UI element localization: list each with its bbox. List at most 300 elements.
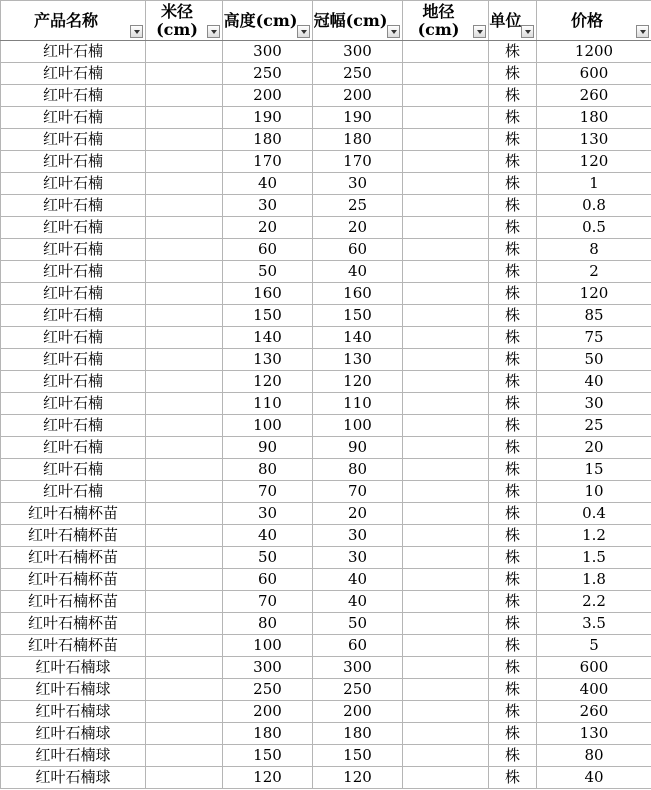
cell-crown-width[interactable]: 120 — [313, 371, 403, 393]
cell-height[interactable]: 40 — [223, 525, 313, 547]
cell-unit[interactable]: 株 — [489, 283, 537, 305]
cell-crown-width[interactable]: 200 — [313, 85, 403, 107]
cell-crown-width[interactable]: 90 — [313, 437, 403, 459]
cell-ground-diameter[interactable] — [403, 767, 489, 789]
cell-product-name[interactable]: 红叶石楠 — [1, 107, 146, 129]
table-row — [1, 107, 651, 129]
column-header-label: 高度(cm) — [223, 10, 298, 30]
cell-rice-diameter[interactable] — [146, 679, 223, 701]
cell-unit[interactable]: 株 — [489, 767, 537, 789]
cell-product-name[interactable]: 红叶石楠 — [1, 305, 146, 327]
cell-rice-diameter[interactable] — [146, 151, 223, 173]
cell-product-name[interactable]: 红叶石楠 — [1, 459, 146, 481]
cell-rice-diameter[interactable] — [146, 305, 223, 327]
cell-ground-diameter[interactable] — [403, 613, 489, 635]
cell-height[interactable]: 30 — [223, 503, 313, 525]
cell-product-name[interactable]: 红叶石楠球 — [1, 767, 146, 789]
cell-height[interactable]: 70 — [223, 481, 313, 503]
cell-height[interactable]: 120 — [223, 767, 313, 789]
cell-crown-width[interactable]: 190 — [313, 107, 403, 129]
chevron-down-icon — [640, 30, 646, 34]
cell-price[interactable]: 30 — [537, 393, 651, 415]
cell-ground-diameter[interactable] — [403, 591, 489, 613]
cell-product-name[interactable]: 红叶石楠杯苗 — [1, 613, 146, 635]
cell-price[interactable]: 20 — [537, 437, 651, 459]
cell-ground-diameter[interactable] — [403, 107, 489, 129]
cell-product-name[interactable]: 红叶石楠 — [1, 85, 146, 107]
filter-dropdown-button[interactable] — [521, 25, 534, 38]
cell-crown-width[interactable]: 80 — [313, 459, 403, 481]
column-header-unit[interactable] — [489, 1, 537, 41]
column-header-price[interactable] — [537, 1, 651, 41]
table-row — [1, 767, 651, 789]
table-row — [1, 393, 651, 415]
cell-product-name[interactable]: 红叶石楠 — [1, 41, 146, 63]
cell-ground-diameter[interactable] — [403, 63, 489, 85]
cell-height[interactable]: 160 — [223, 283, 313, 305]
filter-dropdown-button[interactable] — [297, 25, 310, 38]
cell-rice-diameter[interactable] — [146, 349, 223, 371]
cell-price[interactable]: 25 — [537, 415, 651, 437]
cell-product-name[interactable]: 红叶石楠球 — [1, 701, 146, 723]
header-row — [1, 1, 651, 41]
table-row — [1, 547, 651, 569]
cell-rice-diameter[interactable] — [146, 481, 223, 503]
cell-rice-diameter[interactable] — [146, 525, 223, 547]
cell-crown-width[interactable]: 70 — [313, 481, 403, 503]
cell-height[interactable]: 170 — [223, 151, 313, 173]
cell-height[interactable]: 300 — [223, 41, 313, 63]
cell-ground-diameter[interactable] — [403, 305, 489, 327]
cell-price[interactable]: 260 — [537, 701, 651, 723]
cell-product-name[interactable]: 红叶石楠 — [1, 63, 146, 85]
table-row — [1, 657, 651, 679]
cell-height[interactable]: 180 — [223, 723, 313, 745]
cell-rice-diameter[interactable] — [146, 41, 223, 63]
cell-ground-diameter[interactable] — [403, 635, 489, 657]
cell-price[interactable]: 260 — [537, 85, 651, 107]
column-header-height[interactable] — [223, 1, 313, 41]
cell-product-name[interactable]: 红叶石楠 — [1, 217, 146, 239]
cell-price[interactable]: 1.2 — [537, 525, 651, 547]
cell-crown-width[interactable]: 40 — [313, 261, 403, 283]
cell-price[interactable]: 600 — [537, 657, 651, 679]
column-header-label: (cm) — [417, 19, 460, 39]
table-row — [1, 283, 651, 305]
cell-ground-diameter[interactable] — [403, 283, 489, 305]
cell-unit[interactable]: 株 — [489, 723, 537, 745]
chevron-down-icon — [211, 30, 217, 34]
cell-product-name[interactable]: 红叶石楠杯苗 — [1, 635, 146, 657]
cell-crown-width[interactable]: 140 — [313, 327, 403, 349]
filter-dropdown-button[interactable] — [387, 25, 400, 38]
cell-ground-diameter[interactable] — [403, 371, 489, 393]
cell-ground-diameter[interactable] — [403, 239, 489, 261]
cell-price[interactable]: 8 — [537, 239, 651, 261]
cell-height[interactable]: 110 — [223, 393, 313, 415]
cell-height[interactable]: 190 — [223, 107, 313, 129]
cell-crown-width[interactable]: 110 — [313, 393, 403, 415]
cell-ground-diameter[interactable] — [403, 569, 489, 591]
cell-rice-diameter[interactable] — [146, 591, 223, 613]
table-row — [1, 723, 651, 745]
cell-crown-width[interactable]: 30 — [313, 525, 403, 547]
cell-price[interactable]: 0.5 — [537, 217, 651, 239]
cell-unit[interactable]: 株 — [489, 41, 537, 63]
cell-product-name[interactable]: 红叶石楠 — [1, 151, 146, 173]
cell-product-name[interactable]: 红叶石楠球 — [1, 745, 146, 767]
cell-height[interactable]: 20 — [223, 217, 313, 239]
cell-height[interactable]: 150 — [223, 305, 313, 327]
cell-price[interactable]: 130 — [537, 129, 651, 151]
cell-unit[interactable]: 株 — [489, 591, 537, 613]
cell-price[interactable]: 120 — [537, 283, 651, 305]
cell-product-name[interactable]: 红叶石楠 — [1, 129, 146, 151]
cell-unit[interactable]: 株 — [489, 525, 537, 547]
cell-height[interactable]: 60 — [223, 569, 313, 591]
cell-unit[interactable]: 株 — [489, 481, 537, 503]
table-row — [1, 525, 651, 547]
cell-height[interactable]: 130 — [223, 349, 313, 371]
cell-rice-diameter[interactable] — [146, 415, 223, 437]
cell-product-name[interactable]: 红叶石楠 — [1, 349, 146, 371]
cell-height[interactable]: 70 — [223, 591, 313, 613]
cell-unit[interactable]: 株 — [489, 63, 537, 85]
cell-height[interactable]: 200 — [223, 701, 313, 723]
cell-product-name[interactable]: 红叶石楠球 — [1, 723, 146, 745]
cell-crown-width[interactable]: 180 — [313, 129, 403, 151]
cell-rice-diameter[interactable] — [146, 459, 223, 481]
cell-product-name[interactable]: 红叶石楠杯苗 — [1, 503, 146, 525]
cell-product-name[interactable]: 红叶石楠 — [1, 481, 146, 503]
cell-crown-width[interactable]: 100 — [313, 415, 403, 437]
cell-unit[interactable]: 株 — [489, 701, 537, 723]
cell-crown-width[interactable]: 170 — [313, 151, 403, 173]
cell-unit[interactable]: 株 — [489, 371, 537, 393]
cell-rice-diameter[interactable] — [146, 217, 223, 239]
cell-crown-width[interactable]: 60 — [313, 635, 403, 657]
cell-unit[interactable]: 株 — [489, 569, 537, 591]
cell-product-name[interactable]: 红叶石楠杯苗 — [1, 547, 146, 569]
cell-crown-width[interactable]: 30 — [313, 547, 403, 569]
cell-unit[interactable]: 株 — [489, 679, 537, 701]
cell-height[interactable]: 90 — [223, 437, 313, 459]
cell-unit[interactable]: 株 — [489, 547, 537, 569]
table-row — [1, 151, 651, 173]
cell-unit[interactable]: 株 — [489, 327, 537, 349]
cell-product-name[interactable]: 红叶石楠杯苗 — [1, 569, 146, 591]
cell-price[interactable]: 40 — [537, 767, 651, 789]
cell-ground-diameter[interactable] — [403, 129, 489, 151]
cell-price[interactable]: 130 — [537, 723, 651, 745]
cell-unit[interactable]: 株 — [489, 635, 537, 657]
cell-ground-diameter[interactable] — [403, 217, 489, 239]
cell-unit[interactable]: 株 — [489, 415, 537, 437]
cell-rice-diameter[interactable] — [146, 371, 223, 393]
cell-crown-width[interactable]: 40 — [313, 591, 403, 613]
cell-price[interactable]: 85 — [537, 305, 651, 327]
cell-height[interactable]: 60 — [223, 239, 313, 261]
filter-dropdown-button[interactable] — [130, 25, 143, 38]
cell-ground-diameter[interactable] — [403, 723, 489, 745]
table-row — [1, 129, 651, 151]
cell-price[interactable]: 180 — [537, 107, 651, 129]
cell-ground-diameter[interactable] — [403, 393, 489, 415]
cell-unit[interactable]: 株 — [489, 657, 537, 679]
cell-height[interactable]: 40 — [223, 173, 313, 195]
cell-product-name[interactable]: 红叶石楠 — [1, 393, 146, 415]
cell-price[interactable]: 1.8 — [537, 569, 651, 591]
cell-price[interactable]: 2.2 — [537, 591, 651, 613]
cell-product-name[interactable]: 红叶石楠 — [1, 261, 146, 283]
cell-ground-diameter[interactable] — [403, 195, 489, 217]
cell-price[interactable]: 10 — [537, 481, 651, 503]
cell-unit[interactable]: 株 — [489, 85, 537, 107]
cell-height[interactable]: 180 — [223, 129, 313, 151]
cell-unit[interactable]: 株 — [489, 745, 537, 767]
cell-height[interactable]: 250 — [223, 679, 313, 701]
table-row — [1, 217, 651, 239]
cell-product-name[interactable]: 红叶石楠杯苗 — [1, 525, 146, 547]
cell-unit[interactable]: 株 — [489, 217, 537, 239]
cell-price[interactable]: 400 — [537, 679, 651, 701]
table-row — [1, 63, 651, 85]
cell-rice-diameter[interactable] — [146, 635, 223, 657]
cell-crown-width[interactable]: 300 — [313, 41, 403, 63]
cell-height[interactable]: 80 — [223, 613, 313, 635]
cell-crown-width[interactable]: 30 — [313, 173, 403, 195]
table-row — [1, 701, 651, 723]
table-row — [1, 591, 651, 613]
cell-product-name[interactable]: 红叶石楠 — [1, 195, 146, 217]
cell-rice-diameter[interactable] — [146, 173, 223, 195]
cell-crown-width[interactable]: 200 — [313, 701, 403, 723]
cell-rice-diameter[interactable] — [146, 437, 223, 459]
column-header-label: 米径 — [160, 1, 193, 21]
filter-dropdown-button[interactable] — [207, 25, 220, 38]
cell-ground-diameter[interactable] — [403, 173, 489, 195]
column-header-ground-diameter[interactable] — [403, 1, 489, 41]
cell-price[interactable]: 600 — [537, 63, 651, 85]
column-header-label: 地径 — [422, 1, 455, 21]
cell-ground-diameter[interactable] — [403, 481, 489, 503]
chevron-down-icon — [134, 30, 140, 34]
cell-ground-diameter[interactable] — [403, 415, 489, 437]
cell-height[interactable]: 200 — [223, 85, 313, 107]
cell-rice-diameter[interactable] — [146, 701, 223, 723]
cell-rice-diameter[interactable] — [146, 195, 223, 217]
table-row — [1, 613, 651, 635]
cell-rice-diameter[interactable] — [146, 569, 223, 591]
cell-unit[interactable]: 株 — [489, 151, 537, 173]
cell-price[interactable]: 0.8 — [537, 195, 651, 217]
table-row — [1, 679, 651, 701]
table-row — [1, 459, 651, 481]
cell-crown-width[interactable]: 120 — [313, 767, 403, 789]
cell-ground-diameter[interactable] — [403, 547, 489, 569]
cell-crown-width[interactable]: 20 — [313, 503, 403, 525]
cell-height[interactable]: 250 — [223, 63, 313, 85]
cell-ground-diameter[interactable] — [403, 437, 489, 459]
cell-unit[interactable]: 株 — [489, 261, 537, 283]
column-header-crown-width[interactable] — [313, 1, 403, 41]
cell-price[interactable]: 5 — [537, 635, 651, 657]
cell-crown-width[interactable]: 20 — [313, 217, 403, 239]
cell-crown-width[interactable]: 130 — [313, 349, 403, 371]
table-row — [1, 437, 651, 459]
cell-height[interactable]: 150 — [223, 745, 313, 767]
cell-rice-diameter[interactable] — [146, 613, 223, 635]
cell-ground-diameter[interactable] — [403, 503, 489, 525]
cell-height[interactable]: 300 — [223, 657, 313, 679]
cell-height[interactable]: 50 — [223, 547, 313, 569]
cell-rice-diameter[interactable] — [146, 283, 223, 305]
cell-price[interactable]: 2 — [537, 261, 651, 283]
column-header-rice-diameter[interactable] — [146, 1, 223, 41]
cell-crown-width[interactable]: 180 — [313, 723, 403, 745]
cell-crown-width[interactable]: 150 — [313, 745, 403, 767]
table-row — [1, 305, 651, 327]
cell-ground-diameter[interactable] — [403, 261, 489, 283]
cell-rice-diameter[interactable] — [146, 239, 223, 261]
column-header-label: 单位 — [489, 10, 522, 30]
table-row — [1, 569, 651, 591]
cell-crown-width[interactable]: 25 — [313, 195, 403, 217]
cell-ground-diameter[interactable] — [403, 85, 489, 107]
column-header-label: 价格 — [570, 10, 603, 30]
cell-rice-diameter[interactable] — [146, 63, 223, 85]
table-body — [1, 41, 651, 789]
cell-ground-diameter[interactable] — [403, 679, 489, 701]
cell-crown-width[interactable]: 150 — [313, 305, 403, 327]
cell-rice-diameter[interactable] — [146, 393, 223, 415]
table-row — [1, 239, 651, 261]
cell-rice-diameter[interactable] — [146, 261, 223, 283]
cell-unit[interactable]: 株 — [489, 239, 537, 261]
cell-ground-diameter[interactable] — [403, 41, 489, 63]
column-header-product-name[interactable] — [1, 1, 146, 41]
chevron-down-icon — [525, 30, 531, 34]
cell-height[interactable]: 100 — [223, 415, 313, 437]
cell-ground-diameter[interactable] — [403, 349, 489, 371]
filter-dropdown-button[interactable] — [636, 25, 649, 38]
cell-height[interactable]: 140 — [223, 327, 313, 349]
cell-rice-diameter[interactable] — [146, 85, 223, 107]
cell-rice-diameter[interactable] — [146, 745, 223, 767]
cell-price[interactable]: 1200 — [537, 41, 651, 63]
cell-price[interactable]: 1 — [537, 173, 651, 195]
cell-product-name[interactable]: 红叶石楠 — [1, 415, 146, 437]
cell-unit[interactable]: 株 — [489, 195, 537, 217]
cell-price[interactable]: 40 — [537, 371, 651, 393]
cell-unit[interactable]: 株 — [489, 613, 537, 635]
cell-price[interactable]: 120 — [537, 151, 651, 173]
cell-crown-width[interactable]: 160 — [313, 283, 403, 305]
cell-unit[interactable]: 株 — [489, 349, 537, 371]
cell-price[interactable]: 50 — [537, 349, 651, 371]
cell-crown-width[interactable]: 40 — [313, 569, 403, 591]
cell-rice-diameter[interactable] — [146, 657, 223, 679]
table-row — [1, 635, 651, 657]
cell-ground-diameter[interactable] — [403, 701, 489, 723]
cell-unit[interactable]: 株 — [489, 129, 537, 151]
cell-unit[interactable]: 株 — [489, 173, 537, 195]
cell-unit[interactable]: 株 — [489, 393, 537, 415]
cell-crown-width[interactable]: 250 — [313, 63, 403, 85]
cell-ground-diameter[interactable] — [403, 151, 489, 173]
cell-price[interactable]: 75 — [537, 327, 651, 349]
cell-ground-diameter[interactable] — [403, 657, 489, 679]
cell-unit[interactable]: 株 — [489, 503, 537, 525]
cell-rice-diameter[interactable] — [146, 327, 223, 349]
cell-rice-diameter[interactable] — [146, 129, 223, 151]
cell-product-name[interactable]: 红叶石楠球 — [1, 657, 146, 679]
cell-unit[interactable]: 株 — [489, 437, 537, 459]
column-header-label: 冠幅(cm) — [313, 10, 388, 30]
cell-product-name[interactable]: 红叶石楠球 — [1, 679, 146, 701]
table-row — [1, 85, 651, 107]
table-row — [1, 173, 651, 195]
cell-height[interactable]: 100 — [223, 635, 313, 657]
cell-rice-diameter[interactable] — [146, 547, 223, 569]
cell-price[interactable]: 15 — [537, 459, 651, 481]
cell-ground-diameter[interactable] — [403, 459, 489, 481]
cell-price[interactable]: 3.5 — [537, 613, 651, 635]
cell-rice-diameter[interactable] — [146, 723, 223, 745]
cell-height[interactable]: 50 — [223, 261, 313, 283]
cell-product-name[interactable]: 红叶石楠 — [1, 327, 146, 349]
table-row — [1, 327, 651, 349]
chevron-down-icon — [391, 30, 397, 34]
cell-ground-diameter[interactable] — [403, 327, 489, 349]
filter-dropdown-button[interactable] — [473, 25, 486, 38]
cell-crown-width[interactable]: 50 — [313, 613, 403, 635]
cell-product-name[interactable]: 红叶石楠 — [1, 239, 146, 261]
cell-rice-diameter[interactable] — [146, 767, 223, 789]
cell-crown-width[interactable]: 250 — [313, 679, 403, 701]
cell-unit[interactable]: 株 — [489, 107, 537, 129]
table-row — [1, 41, 651, 63]
table-row — [1, 481, 651, 503]
cell-crown-width[interactable]: 60 — [313, 239, 403, 261]
chevron-down-icon — [477, 30, 483, 34]
cell-ground-diameter[interactable] — [403, 525, 489, 547]
cell-height[interactable]: 80 — [223, 459, 313, 481]
cell-price[interactable]: 80 — [537, 745, 651, 767]
cell-crown-width[interactable]: 300 — [313, 657, 403, 679]
cell-rice-diameter[interactable] — [146, 503, 223, 525]
cell-price[interactable]: 0.4 — [537, 503, 651, 525]
table-row — [1, 503, 651, 525]
cell-ground-diameter[interactable] — [403, 745, 489, 767]
cell-height[interactable]: 30 — [223, 195, 313, 217]
cell-product-name[interactable]: 红叶石楠杯苗 — [1, 591, 146, 613]
cell-price[interactable]: 1.5 — [537, 547, 651, 569]
cell-unit[interactable]: 株 — [489, 305, 537, 327]
cell-product-name[interactable]: 红叶石楠 — [1, 283, 146, 305]
cell-product-name[interactable]: 红叶石楠 — [1, 173, 146, 195]
cell-rice-diameter[interactable] — [146, 107, 223, 129]
cell-unit[interactable]: 株 — [489, 459, 537, 481]
table-row — [1, 349, 651, 371]
table-row — [1, 371, 651, 393]
cell-product-name[interactable]: 红叶石楠 — [1, 437, 146, 459]
cell-height[interactable]: 120 — [223, 371, 313, 393]
column-header-label: 产品名称 — [33, 10, 98, 30]
cell-product-name[interactable]: 红叶石楠 — [1, 371, 146, 393]
table-row — [1, 195, 651, 217]
table-row — [1, 745, 651, 767]
